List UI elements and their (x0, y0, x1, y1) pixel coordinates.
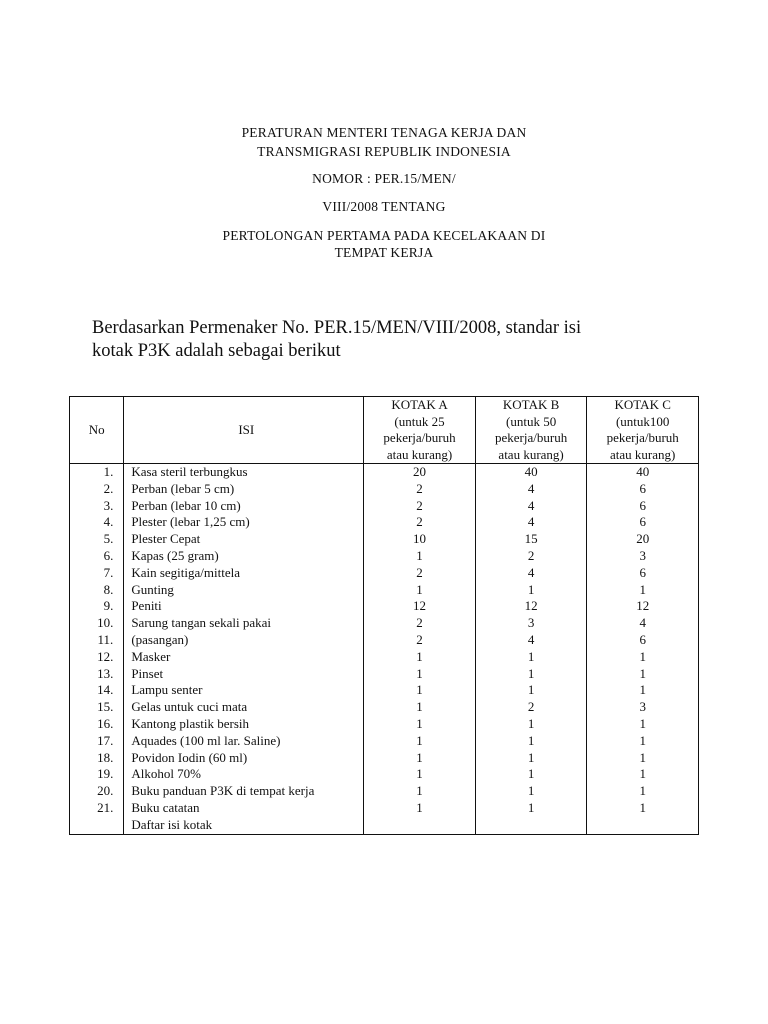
header-kotak-a-line: (untuk 25 (394, 413, 445, 429)
row-item-name: Masker (124, 649, 364, 666)
row-kotak-a-qty: 1 (364, 800, 476, 817)
title-number-line: NOMOR : PER.15/MEN/ (312, 171, 456, 186)
row-kotak-c-qty: 3 (587, 548, 699, 565)
row-kotak-b-qty: 1 (475, 649, 587, 666)
p3k-contents-table (69, 396, 699, 835)
row-kotak-a-qty: 1 (364, 666, 476, 683)
row-kotak-c-qty: 1 (587, 582, 699, 599)
row-kotak-b-qty: 3 (475, 615, 587, 632)
header-kotak-a-line: pekerja/buruh (383, 430, 456, 445)
table-row (70, 800, 699, 817)
row-kotak-c-qty: 6 (587, 498, 699, 515)
row-number: 18. (70, 750, 124, 767)
table-row (70, 464, 699, 481)
row-kotak-a-qty: 1 (364, 649, 476, 666)
table-row (70, 632, 699, 649)
header-kotak-b-line: KOTAK B (502, 397, 560, 412)
row-item-name: Kapas (25 gram) (124, 548, 364, 565)
row-kotak-a-qty: 1 (364, 699, 476, 716)
row-kotak-b-qty: 40 (475, 464, 587, 481)
row-kotak-a-qty: 1 (364, 548, 476, 565)
title-line-1: PERATURAN MENTERI TENAGA KERJA DAN (241, 125, 527, 140)
table-row (70, 615, 699, 632)
row-kotak-b-qty: 4 (475, 565, 587, 582)
row-kotak-b-qty: 4 (475, 514, 587, 531)
row-item-name: Perban (lebar 10 cm) (124, 498, 364, 515)
table-row (70, 716, 699, 733)
row-item-name: Gelas untuk cuci mata (124, 699, 364, 716)
row-number: 1. (70, 464, 124, 481)
row-number: 3. (70, 498, 124, 515)
header-kotak-b-line: atau kurang) (498, 446, 564, 462)
row-kotak-a-qty: 2 (364, 514, 476, 531)
row-number (70, 817, 124, 834)
row-kotak-b-qty: 1 (475, 733, 587, 750)
row-kotak-b-qty: 1 (475, 800, 587, 817)
table-row (70, 531, 699, 548)
row-kotak-a-qty: 2 (364, 632, 476, 649)
row-number: 9. (70, 598, 124, 615)
row-kotak-a-qty: 2 (364, 615, 476, 632)
row-kotak-c-qty: 6 (587, 481, 699, 498)
row-kotak-a-qty: 1 (364, 733, 476, 750)
row-item-name: Kain segitiga/mittela (124, 565, 364, 582)
row-kotak-b-qty: 1 (475, 766, 587, 783)
table-row (70, 750, 699, 767)
row-item-name: Lampu senter (124, 682, 364, 699)
row-kotak-b-qty: 1 (475, 750, 587, 767)
row-item-name: Plester (lebar 1,25 cm) (124, 514, 364, 531)
header-kotak-a (364, 397, 476, 464)
table-row (70, 682, 699, 699)
row-kotak-b-qty: 1 (475, 666, 587, 683)
header-isi: ISI (124, 397, 364, 464)
header-kotak-c-line: atau kurang) (610, 446, 676, 462)
row-kotak-c-qty: 1 (587, 750, 699, 767)
header-kotak-c (587, 397, 699, 464)
row-kotak-b-qty: 4 (475, 481, 587, 498)
row-item-name: Perban (lebar 5 cm) (124, 481, 364, 498)
title-line-2: TRANSMIGRASI REPUBLIK INDONESIA (257, 144, 511, 159)
row-kotak-c-qty: 12 (587, 598, 699, 615)
table-row (70, 565, 699, 582)
row-kotak-a-qty: 2 (364, 565, 476, 582)
row-kotak-a-qty: 10 (364, 531, 476, 548)
row-number: 4. (70, 514, 124, 531)
row-number: 17. (70, 733, 124, 750)
row-item-name: Buku panduan P3K di tempat kerja (124, 783, 364, 800)
row-kotak-c-qty: 1 (587, 733, 699, 750)
header-kotak-b-line: (untuk 50 (506, 413, 557, 429)
row-kotak-a-qty: 2 (364, 481, 476, 498)
row-kotak-c-qty: 20 (587, 531, 699, 548)
row-kotak-c-qty: 1 (587, 766, 699, 783)
row-kotak-a-qty: 20 (364, 464, 476, 481)
table-row (70, 514, 699, 531)
row-kotak-b-qty: 15 (475, 531, 587, 548)
table-row (70, 666, 699, 683)
table-row (70, 598, 699, 615)
row-kotak-a-qty: 2 (364, 498, 476, 515)
table-row (70, 582, 699, 599)
row-kotak-a-qty: 1 (364, 783, 476, 800)
row-kotak-c-qty: 1 (587, 716, 699, 733)
title-line-4: VIII/2008 TENTANG (322, 199, 446, 214)
row-number: 11. (70, 632, 124, 649)
row-kotak-a-qty (364, 817, 476, 834)
header-kotak-a-line: KOTAK A (391, 397, 448, 412)
table-header-row (70, 397, 699, 464)
row-kotak-b-qty: 1 (475, 716, 587, 733)
table-row (70, 817, 699, 834)
intro-line-1: Berdasarkan Permenaker No. PER.15/MEN/VIII/2008, standar isi (92, 318, 582, 338)
row-item-name: Aquades (100 ml lar. Saline) (124, 733, 364, 750)
row-number: 6. (70, 548, 124, 565)
header-kotak-b (475, 397, 587, 464)
row-kotak-a-qty: 1 (364, 716, 476, 733)
row-number: 15. (70, 699, 124, 716)
title-line-6: TEMPAT KERJA (334, 245, 434, 260)
table-row (70, 498, 699, 515)
header-no: No (70, 397, 124, 464)
row-item-name: Povidon Iodin (60 ml) (124, 750, 364, 767)
row-item-name: Buku catatan (124, 800, 364, 817)
row-item-name: (pasangan) (124, 632, 364, 649)
row-kotak-c-qty: 1 (587, 666, 699, 683)
row-number: 8. (70, 582, 124, 599)
table-row (70, 766, 699, 783)
row-kotak-c-qty: 4 (587, 615, 699, 632)
row-kotak-b-qty (475, 817, 587, 834)
row-kotak-b-qty: 12 (475, 598, 587, 615)
row-kotak-b-qty: 1 (475, 783, 587, 800)
row-kotak-a-qty: 12 (364, 598, 476, 615)
table-row (70, 699, 699, 716)
row-item-name: Peniti (124, 598, 364, 615)
header-kotak-c-line: pekerja/buruh (606, 430, 679, 445)
table-row (70, 481, 699, 498)
row-number: 20. (70, 783, 124, 800)
row-kotak-c-qty: 1 (587, 682, 699, 699)
row-number: 12. (70, 649, 124, 666)
intro-paragraph (92, 317, 692, 363)
row-number: 2. (70, 481, 124, 498)
row-kotak-a-qty: 1 (364, 582, 476, 599)
row-kotak-c-qty: 40 (587, 464, 699, 481)
row-kotak-b-qty: 1 (475, 682, 587, 699)
row-item-name: Daftar isi kotak (124, 817, 364, 834)
row-kotak-c-qty: 1 (587, 783, 699, 800)
row-kotak-c-qty: 1 (587, 800, 699, 817)
row-number: 19. (70, 766, 124, 783)
row-kotak-b-qty: 2 (475, 548, 587, 565)
intro-line-2: kotak P3K adalah sebagai berikut (92, 341, 341, 361)
row-kotak-c-qty: 6 (587, 514, 699, 531)
header-kotak-a-line: atau kurang) (386, 446, 453, 462)
row-kotak-a-qty: 1 (364, 682, 476, 699)
table-row (70, 783, 699, 800)
row-number: 7. (70, 565, 124, 582)
row-kotak-b-qty: 4 (475, 632, 587, 649)
row-kotak-c-qty (587, 817, 699, 834)
title-line-5: PERTOLONGAN PERTAMA PADA KECELAKAAN DI (222, 228, 546, 243)
header-kotak-b-line: pekerja/buruh (495, 430, 568, 445)
row-number: 21. (70, 800, 124, 817)
row-number: 16. (70, 716, 124, 733)
row-number: 13. (70, 666, 124, 683)
row-number: 10. (70, 615, 124, 632)
header-kotak-c-line: KOTAK C (614, 397, 671, 412)
row-kotak-c-qty: 1 (587, 649, 699, 666)
row-kotak-c-qty: 3 (587, 699, 699, 716)
row-item-name: Gunting (124, 582, 364, 599)
row-number: 14. (70, 682, 124, 699)
row-item-name: Pinset (124, 666, 364, 683)
row-number: 5. (70, 531, 124, 548)
row-kotak-b-qty: 1 (475, 582, 587, 599)
row-kotak-b-qty: 4 (475, 498, 587, 515)
row-item-name: Kasa steril terbungkus (124, 464, 364, 481)
table-row (70, 649, 699, 666)
row-kotak-c-qty: 6 (587, 632, 699, 649)
row-item-name: Alkohol 70% (124, 766, 364, 783)
row-item-name: Plester Cepat (124, 531, 364, 548)
row-kotak-a-qty: 1 (364, 766, 476, 783)
table-row (70, 548, 699, 565)
table-row (70, 733, 699, 750)
row-item-name: Kantong plastik bersih (124, 716, 364, 733)
row-kotak-a-qty: 1 (364, 750, 476, 767)
header-kotak-c-line: (untuk100 (615, 413, 670, 429)
row-kotak-c-qty: 6 (587, 565, 699, 582)
row-item-name: Sarung tangan sekali pakai (124, 615, 364, 632)
row-kotak-b-qty: 2 (475, 699, 587, 716)
